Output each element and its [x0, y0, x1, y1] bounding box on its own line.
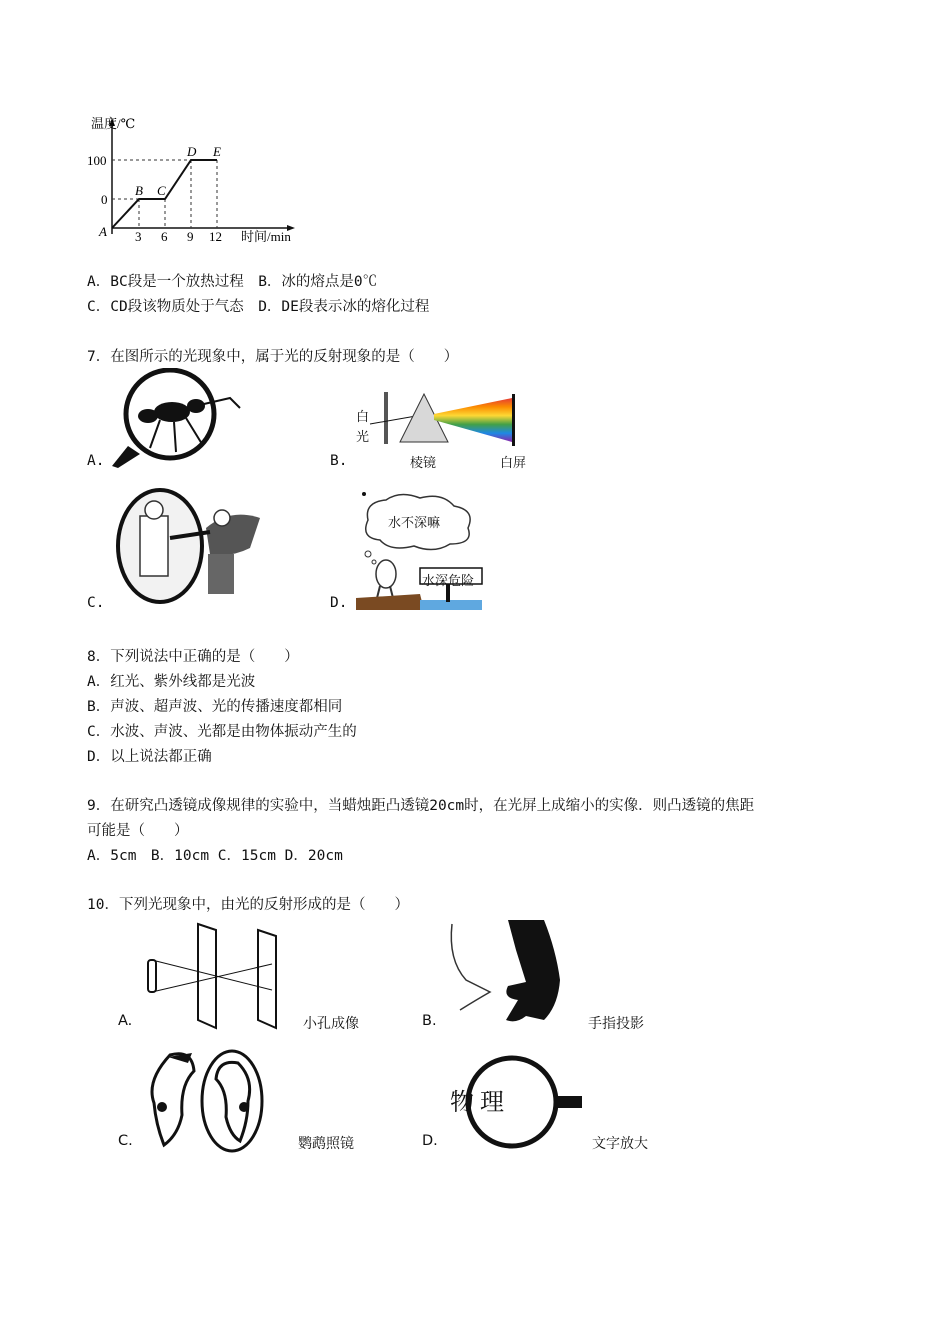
y-axis-label: 温度/℃ — [91, 116, 136, 131]
pinhole-image — [138, 920, 303, 1032]
q10-label-b: B. — [422, 1013, 437, 1029]
thought-bubble-text: 水不深嘛 — [388, 516, 441, 531]
q8-option-d: D．以上说法都正确 — [87, 749, 212, 765]
q7-label-a: A. — [87, 453, 105, 469]
melting-graph — [85, 110, 310, 260]
x-tick-12: 12 — [209, 229, 222, 244]
point-label-c: C — [157, 183, 166, 198]
white-light-label: 白光 — [356, 410, 370, 445]
x-tick-6: 6 — [161, 229, 168, 244]
q7-label-d: D. — [330, 595, 348, 611]
q9-stem-line-2: 可能是（ ） — [87, 823, 189, 839]
magnifier-ant-image — [110, 368, 270, 468]
point-label-a: A — [99, 224, 107, 239]
q8-option-a: A．红光、紫外线都是光波 — [87, 674, 256, 690]
q10-label-d: D. — [422, 1133, 438, 1149]
q6-options-line-1: A．BC段是一个放热过程 B．冰的熔点是0℃ — [87, 274, 378, 290]
q10-caption-d: 文字放大 — [592, 1136, 648, 1152]
point-label-b: B — [135, 183, 143, 198]
q10-stem: 10．下列光现象中，由光的反射形成的是（ ） — [87, 897, 409, 913]
warning-sign-text: 水深危险 — [422, 574, 475, 589]
q8-option-b: B．声波、超声波、光的传播速度都相同 — [87, 699, 343, 715]
q9-stem-line-1: 9．在研究凸透镜成像规律的实验中，当蜡烛距凸透镜20cm时，在光屏上成缩小的实像．则凸透镜的焦距 — [87, 798, 755, 814]
point-label-e: E — [213, 144, 221, 159]
y-tick-100: 100 — [87, 153, 107, 168]
x-tick-3: 3 — [135, 229, 142, 244]
prism-label: 棱镜 — [410, 456, 437, 471]
q10-label-a: A. — [118, 1013, 133, 1029]
point-label-d: D — [187, 144, 197, 159]
water-depth-cartoon — [350, 490, 485, 610]
y-tick-0: 0 — [101, 192, 108, 207]
white-screen-label: 白屏 — [500, 456, 527, 471]
q9-options: A．5cm B．10cm C．15cm D．20cm — [87, 848, 343, 864]
q10-label-c: C. — [118, 1133, 133, 1149]
q10-caption-c: 鹦鹉照镜 — [298, 1136, 354, 1152]
parrot-mirror-image — [140, 1045, 265, 1153]
x-axis-label: 时间/min — [241, 229, 291, 244]
x-tick-9: 9 — [187, 229, 194, 244]
q6-options-line-2: C．CD段该物质处于气态 D．DE段表示冰的熔化过程 — [87, 299, 430, 315]
hand-shadow-image — [446, 920, 566, 1032]
magnified-text: 物理 — [450, 1088, 510, 1116]
prism-image — [350, 388, 530, 450]
q7-stem: 7．在图所示的光现象中，属于光的反射现象的是（ ） — [87, 349, 459, 365]
q10-caption-b: 手指投影 — [588, 1016, 644, 1032]
q8-option-c: C．水波、声波、光都是由物体振动产生的 — [87, 724, 357, 740]
q7-label-b: B. — [330, 453, 348, 469]
q7-label-c: C. — [87, 595, 105, 611]
q8-stem: 8．下列说法中正确的是（ ） — [87, 649, 299, 665]
q10-caption-a: 小孔成像 — [303, 1016, 359, 1032]
mirror-man-image — [110, 488, 270, 606]
